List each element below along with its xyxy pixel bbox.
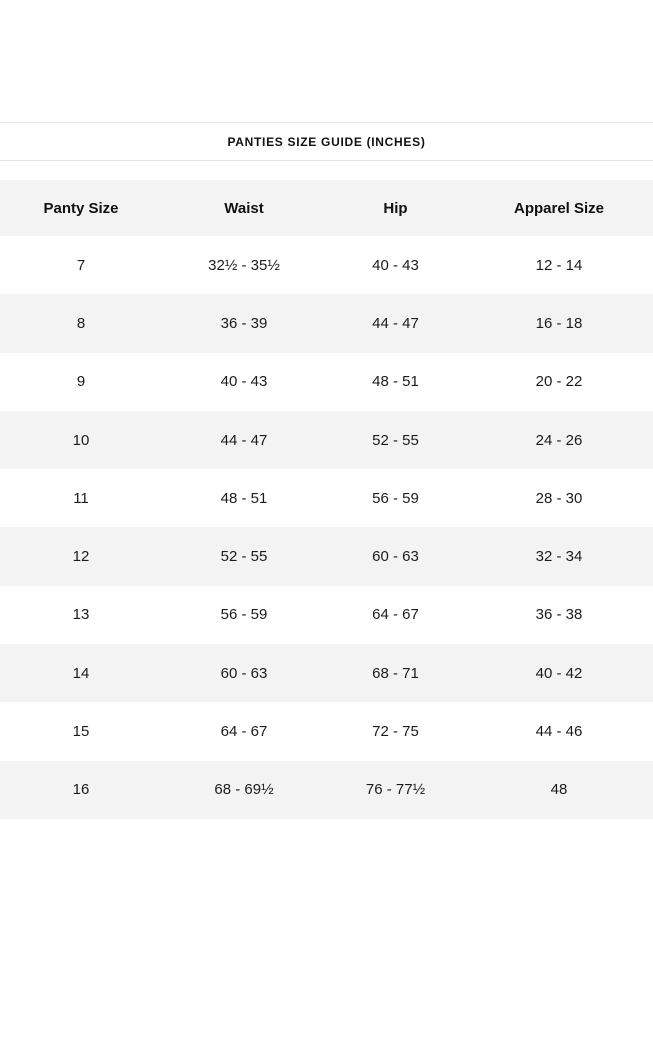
cell-panty-size: 11 [0,469,162,527]
cell-panty-size: 15 [0,702,162,760]
table-row [0,469,653,527]
column-header-hip: Hip [326,180,465,236]
cell-hip: 52 - 55 [326,411,465,469]
cell-panty-size: 10 [0,411,162,469]
cell-waist: 52 - 55 [162,527,326,585]
table-row [0,294,653,352]
cell-hip: 60 - 63 [326,527,465,585]
table-header [0,180,653,236]
table-row [0,411,653,469]
cell-waist: 40 - 43 [162,353,326,411]
table-row [0,353,653,411]
cell-hip: 76 - 77½ [326,761,465,819]
cell-hip: 64 - 67 [326,586,465,644]
cell-panty-size: 13 [0,586,162,644]
cell-waist: 60 - 63 [162,644,326,702]
cell-hip: 40 - 43 [326,236,465,294]
cell-hip: 56 - 59 [326,469,465,527]
cell-hip: 72 - 75 [326,702,465,760]
cell-apparel-size: 28 - 30 [465,469,653,527]
cell-apparel-size: 24 - 26 [465,411,653,469]
cell-hip: 68 - 71 [326,644,465,702]
cell-panty-size: 7 [0,236,162,294]
cell-waist: 48 - 51 [162,469,326,527]
cell-waist: 68 - 69½ [162,761,326,819]
cell-panty-size: 9 [0,353,162,411]
cell-waist: 36 - 39 [162,294,326,352]
size-guide-title-bar [0,122,653,161]
cell-hip: 44 - 47 [326,294,465,352]
table-row [0,236,653,294]
cell-apparel-size: 36 - 38 [465,586,653,644]
size-guide-title: PANTIES SIZE GUIDE (INCHES) [227,134,426,149]
table-row [0,702,653,760]
table-row [0,527,653,585]
cell-apparel-size: 48 [465,761,653,819]
cell-apparel-size: 44 - 46 [465,702,653,760]
cell-panty-size: 14 [0,644,162,702]
cell-waist: 64 - 67 [162,702,326,760]
table-row [0,644,653,702]
size-guide-table [0,180,653,819]
table-row [0,761,653,819]
table-body [0,236,653,819]
cell-panty-size: 8 [0,294,162,352]
cell-apparel-size: 12 - 14 [465,236,653,294]
cell-hip: 48 - 51 [326,353,465,411]
cell-apparel-size: 40 - 42 [465,644,653,702]
cell-waist: 32½ - 35½ [162,236,326,294]
column-header-apparel-size: Apparel Size [465,180,653,236]
cell-waist: 44 - 47 [162,411,326,469]
cell-apparel-size: 32 - 34 [465,527,653,585]
cell-waist: 56 - 59 [162,586,326,644]
table-header-row [0,180,653,236]
column-header-waist: Waist [162,180,326,236]
page [0,122,653,1062]
cell-panty-size: 16 [0,761,162,819]
cell-apparel-size: 20 - 22 [465,353,653,411]
cell-panty-size: 12 [0,527,162,585]
cell-apparel-size: 16 - 18 [465,294,653,352]
table-row [0,586,653,644]
column-header-panty-size: Panty Size [0,180,162,236]
